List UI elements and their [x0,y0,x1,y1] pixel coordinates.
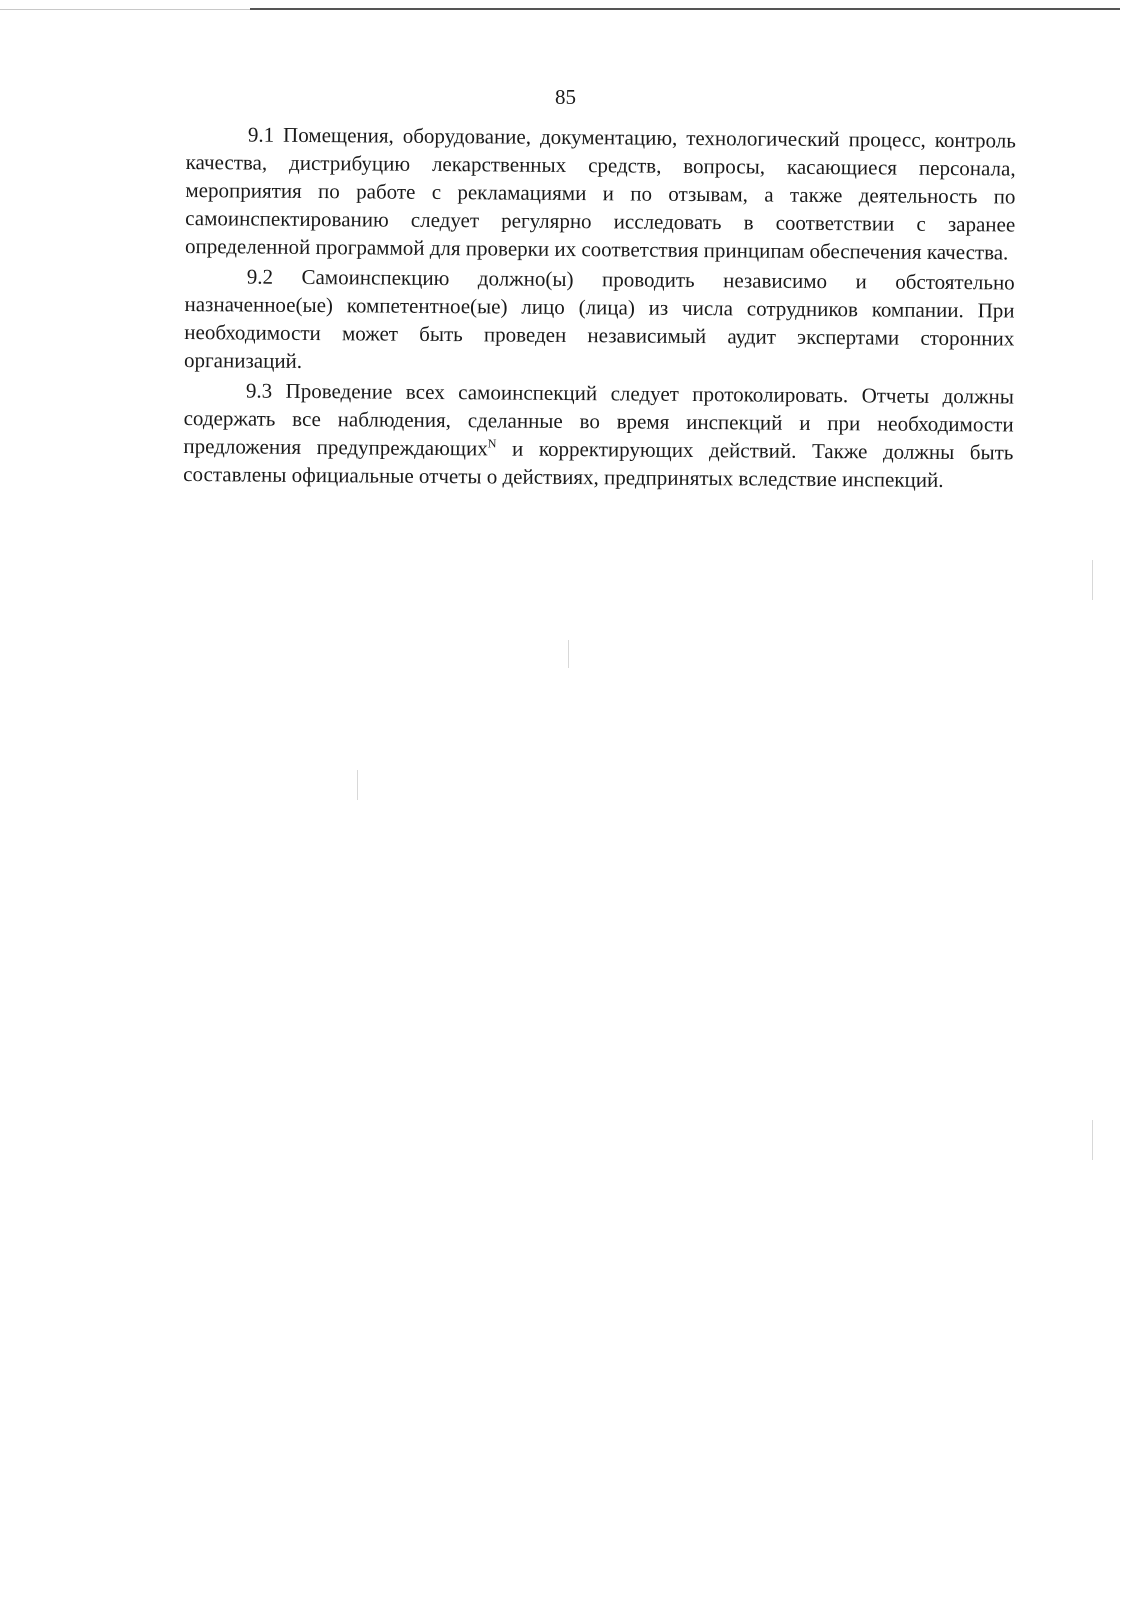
page-number: 85 [555,85,576,109]
scan-speck [357,770,358,800]
document-body [183,120,1016,497]
footnote-marker: N [487,436,497,451]
scan-edge [250,8,1120,10]
scan-speck [1092,560,1093,600]
paragraph-9-2: 9.2 Самоинспекцию должно(ы) проводить независимо и обстоятельно назначенное(ые) компетентное(ые) лицо (лица) из числа сотрудников компании. При необходимости может быть проведен независимый аудит экспертами сторонних организаций. [184,264,1015,373]
paragraph-9-3-text-before: 9.3 Проведение всех самоинспекций следует протоколировать. Отчеты должны содержать все наблюдения, сделанные во время инспекций и при необходимости предложения предупреждающих [183,378,1014,461]
scan-speck [568,640,569,668]
paragraph-9-3 [183,376,1014,495]
paragraph-9-1: 9.1 Помещения, оборудование, документацию, технологический процесс, контроль качества, дистрибуцию лекарственных средств, вопросы, касающиеся персонала, мероприятия по работе с рекламациями и по отзывам, а также деятельность по самоинспектированию следует регулярно исследовать в соответствии с заранее определенной программой для проверки их соответствия принципам обеспечения качества. [184,122,1016,265]
scan-speck [1092,1120,1093,1160]
paragraph-9-3-text-after: и корректирующих действий. Также должны быть составлены официальные отчеты о действиях, предпринятых вследствие инспекций. [183,436,1014,492]
scan-edge-faint [0,9,250,10]
